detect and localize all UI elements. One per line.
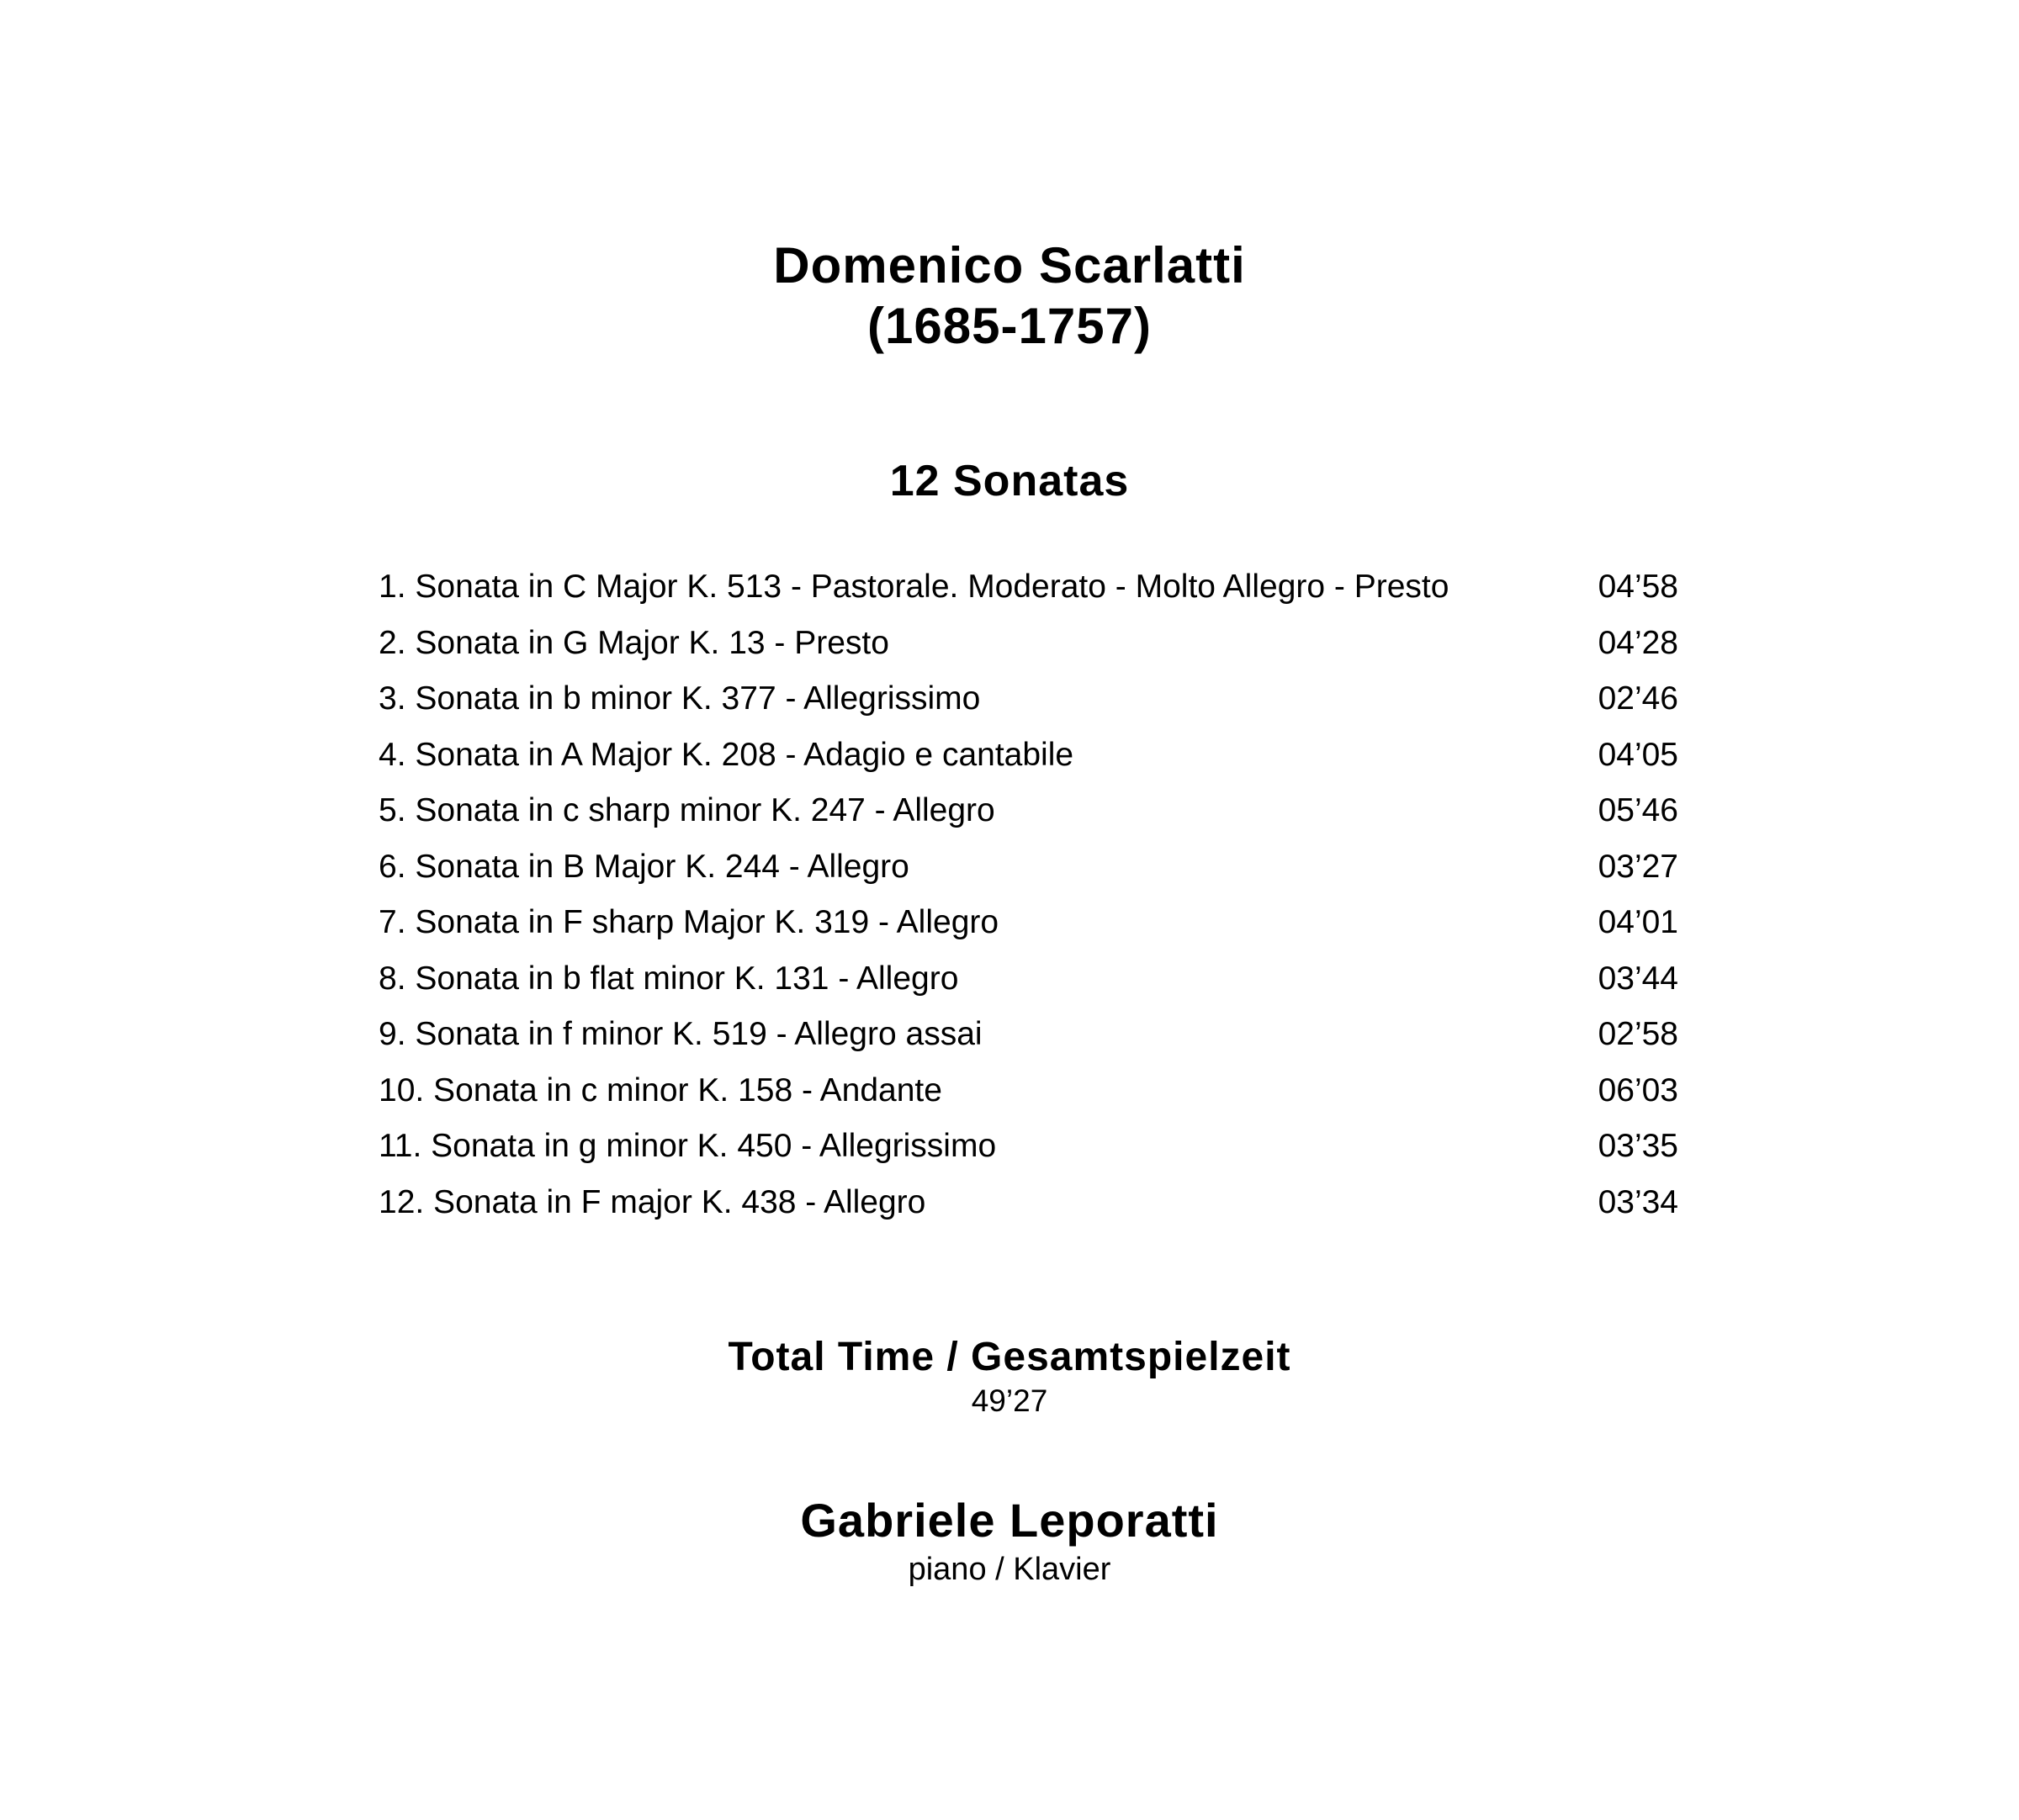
track-title: 12. Sonata in F major K. 438 - Allegro	[379, 1183, 926, 1220]
track-title: 6. Sonata in B Major K. 244 - Allegro	[379, 848, 909, 885]
track-duration: 02’58	[1598, 1016, 1678, 1052]
track-row	[379, 839, 1678, 896]
work-title: 12 Sonatas	[889, 457, 1130, 505]
track-row	[379, 1007, 1678, 1063]
track-title: 1. Sonata in C Major K. 513 - Pastorale. Moderato - Molto Allegro - Presto	[379, 569, 1449, 605]
track-title: 11. Sonata in g minor K. 450 - Allegrissimo	[379, 1128, 997, 1164]
track-row	[379, 1063, 1678, 1119]
track-title: 7. Sonata in F sharp Major K. 319 - Allegro	[379, 904, 999, 940]
track-duration: 04’05	[1598, 736, 1678, 773]
track-list	[379, 559, 1678, 1230]
track-duration: 02’46	[1598, 680, 1678, 717]
track-duration: 03’27	[1598, 848, 1678, 885]
track-title: 9. Sonata in f minor K. 519 - Allegro assai	[379, 1016, 983, 1052]
track-title: 5. Sonata in c sharp minor K. 247 - Allegro	[379, 792, 995, 828]
track-duration: 03’34	[1598, 1183, 1678, 1220]
total-time-value: 49’27	[971, 1384, 1048, 1418]
track-duration: 03’35	[1598, 1128, 1678, 1164]
track-row	[379, 895, 1678, 951]
track-title: 10. Sonata in c minor K. 158 - Andante	[379, 1071, 942, 1108]
track-row	[379, 671, 1678, 727]
track-duration: 05’46	[1598, 792, 1678, 828]
track-title: 3. Sonata in b minor K. 377 - Allegrissimo	[379, 680, 981, 717]
track-duration: 04’28	[1598, 624, 1678, 661]
track-row	[379, 727, 1678, 784]
track-title: 4. Sonata in A Major K. 208 - Adagio e cantabile	[379, 736, 1074, 773]
track-row	[379, 616, 1678, 672]
track-row	[379, 951, 1678, 1008]
total-time-label: Total Time / Gesamtspielzeit	[728, 1335, 1291, 1379]
track-duration: 04’01	[1598, 904, 1678, 940]
track-duration: 03’44	[1598, 960, 1678, 997]
track-duration: 06’03	[1598, 1071, 1678, 1108]
track-title: 8. Sonata in b flat minor K. 131 - Allegro	[379, 960, 959, 997]
composer-heading	[0, 235, 2019, 357]
composer-name: Domenico Scarlatti	[773, 237, 1246, 294]
track-duration: 04’58	[1598, 569, 1678, 605]
performer-instrument: piano / Klavier	[908, 1552, 1111, 1587]
track-row	[379, 1175, 1678, 1231]
track-title: 2. Sonata in G Major K. 13 - Presto	[379, 624, 889, 661]
track-row	[379, 559, 1678, 616]
track-row	[379, 783, 1678, 839]
track-row	[379, 1119, 1678, 1175]
composer-dates: (1685-1757)	[867, 298, 1152, 354]
performer-name: Gabriele Leporatti	[800, 1494, 1219, 1547]
